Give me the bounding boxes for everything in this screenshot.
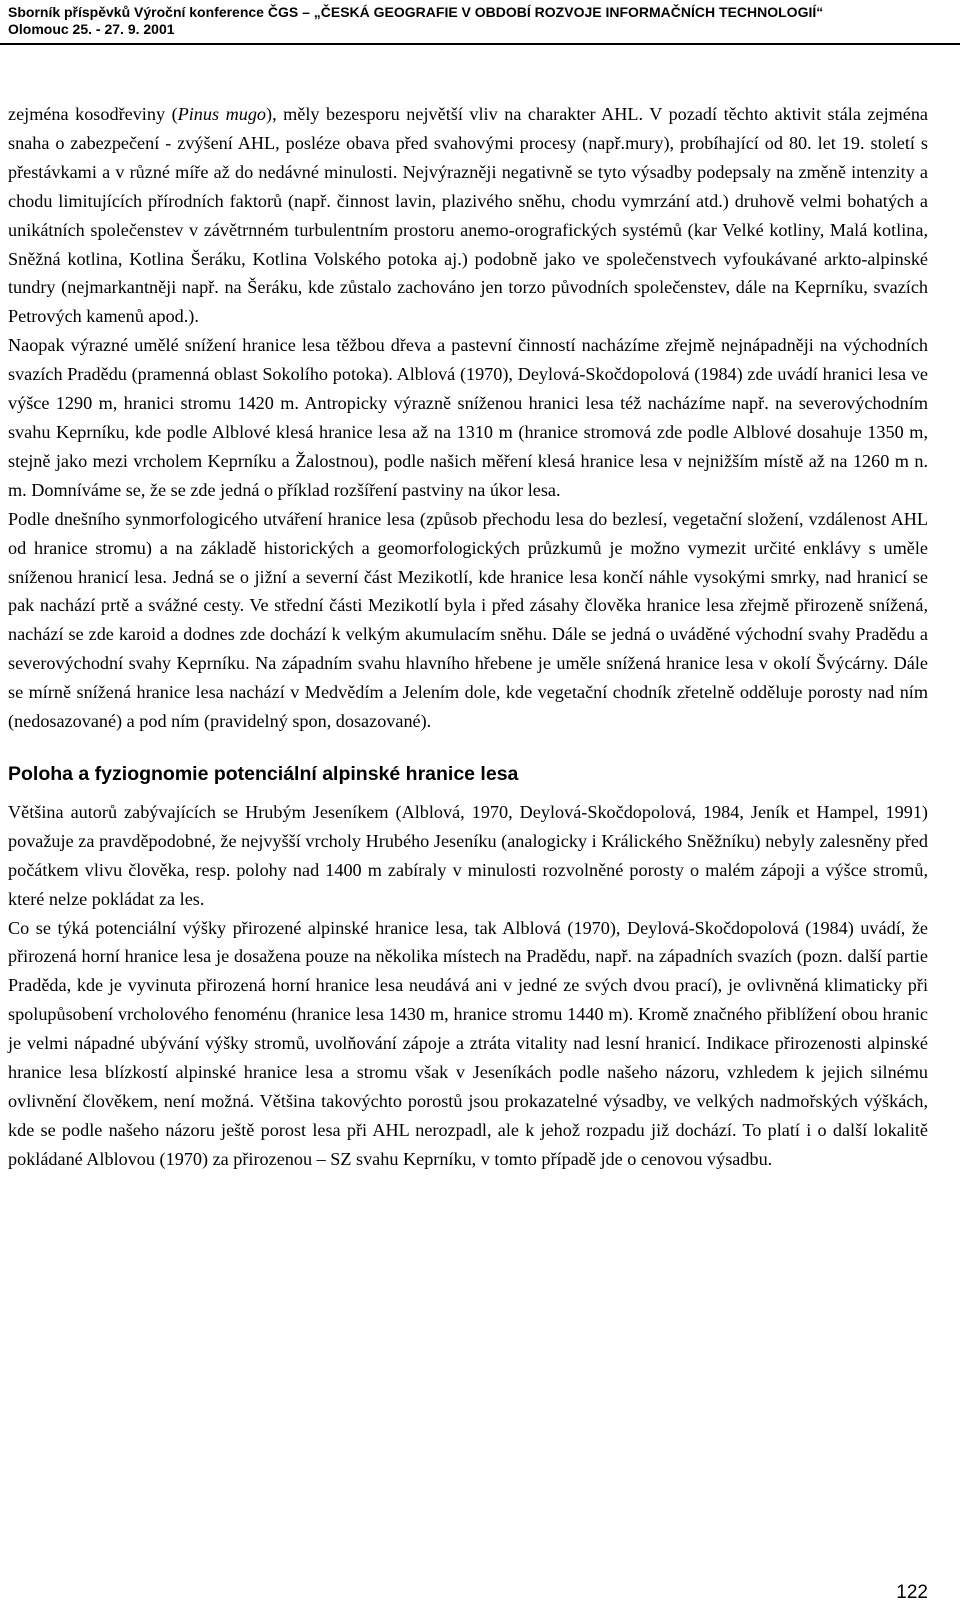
species-name: Pinus mugo xyxy=(177,104,267,124)
page-number: 122 xyxy=(896,1582,928,1603)
paragraph-1-rest: ), měly bezesporu největší vliv na charakter AHL. V pozadí těchto aktivit stála zejména snaha o zabezpečení - zvýšení AHL, posléze obava před svahovými procesy (např.mury), probíhající od 80. let 19. století s přestávkami a v různé míře až do nedávné minulosti. Nejvýrazněji negativně se tyto výsadby podepsaly na změně intenzity a chodu limitujících přírodních faktorů (např. činnost lavin, plazivého sněhu, chodu vymrzání atd.) druhově velmi bohatých a unikátních společenstev v závětrnném turbulentním prostoru anemo-orografických systémů (kar Velké kotliny, Malá kotlina, Sněžná kotlina, Kotlina Šeráku, Kotlina Volského potoka aj.) podobně jako ve společenstvech vyfoukávané arkto-alpinské tundry (nejmarkantněji např. na Šeráku, kde zůstalo zachováno jen torzo původních společenstev, dále na Keprníku, svazích Petrových kamenů apod.). xyxy=(8,104,929,327)
paragraph-4: Většina autorů zabývajících se Hrubým Jeseníkem (Alblová, 1970, Deylová-Skočdopolová, 1984, Jeník et Hampel, 1991) považuje za pravděpodobné, že nejvyšší vrcholy Hrubého Jeseníku (analogicky i Králického Sněžníku) nebyly zalesněny před počátkem vlivu člověka, resp. polohy nad 1400 m zabíraly v minulosti rozvolněné porosty o malém zápoji a výšce stromů, které nelze pokládat za les. xyxy=(8,801,928,909)
paragraph-5: Co se týká potenciální výšky přirozené alpinské hranice lesa, tak Alblová (1970), Deylová-Skočdopolová (1984) uvádí, že přirozená horní hranice lesa je dosažena pouze na několika místech na Pradědu, např. na západních svazích (pozn. další partie Praděda, kde je vyvinuta přirozená horní hranice lesa neudává ani v jedné ze svých dvou prací), je ovlivněná klimaticky při spolupůsobení vrcholového fenoménu (hranice lesa 1430 m, hranice stromu 1440 m). Kromě značného přiblížení obou hranic je velmi nápadné ubývání výšky stromů, uvolňování zápoje a ztráta vitality nad lesní hranicí. Indikace přirozenosti alpinské hranice lesa blízkostí alpinské hranice lesa a stromu však v Jeseníkách podle našeho názoru, vzhledem k jejich silnému ovlivnění člověkem, není možná. Většina takovýchto porostů jsou prokazatelné výsadby, ve velkých nadmořských výškách, kde se podle našeho názoru ještě porost lesa při AHL nerozpadl, ale k jehož rozpadu již dochází. To platí i o další lokalitě pokládané Alblovou (1970) za přirozenou – SZ svahu Keprníku, v tomto případě jde o cenovou výsadbu. xyxy=(8,917,928,1169)
header-rule xyxy=(0,43,960,45)
header-title: Sborník příspěvků Výroční konference ČGS – „ČESKÁ GEOGRAFIE V OBDOBÍ ROZVOJE INFORMAČNÍCH TECHNOLOGIÍ“ xyxy=(8,4,824,20)
paragraph-1-start: zejména kosodřeviny ( xyxy=(8,104,178,124)
running-header xyxy=(8,4,952,38)
paragraph-3: Podle dnešního synmorfologicého utváření hranice lesa (způsob přechodu lesa do bezlesí, vegetační složení, vzdálenost AHL od hranice stromu) a na základě historických a geomorfologických průzkumů je možno vymezit určité enklávy s uměle sníženou hranicí lesa. Jedná se o jižní a severní část Mezikotlí, kde hranice lesa končí náhle vysokými smrky, nad hranicí se pak nachází prtě a svážné cesty. Ve střední části Mezikotlí byla i před zásahy člověka hranice lesa zřejmě přirozeně snížená, nachází se zde karoid a dodnes zde dochází k velkým akumulacím sněhu. Dále se jedná o uváděné východní svahy Pradědu a severovýchodní svahy Keprníku. Na západním svahu hlavního hřebene je uměle snížená hranice lesa v okolí Švýcárny. Dále se mírně snížená hranice lesa nachází v Medvědím a Jelením dole, kde vegetační chodník zřetelně odděluje porosty nad ním (nedosazované) a pod ním (pravidelný spon, dosazované). xyxy=(8,508,928,732)
page-body xyxy=(8,100,928,1174)
section-heading: Poloha a fyziognomie potenciální alpinské hranice lesa xyxy=(8,762,519,785)
paragraph-2: Naopak výrazné umělé snížení hranice lesa těžbou dřeva a pastevní činností nacházíme zřejmě nejnápadněji na východních svazích Pradědu (pramenná oblast Sokolího potoka). Alblová (1970), Deylová-Skočdopolová (1984) zde uvádí hranici lesa ve výšce 1290 m, hranici stromu 1420 m. Antropicky výrazně sníženou hranici lesa též nacházíme např. na severovýchodním svahu Keprníku, kde podle Alblové klesá hranice lesa až na 1310 m (hranice stromová zde podle Alblové dosahuje 1350 m, stejně jako mezi vrcholem Keprníku a Žalostnou), podle našich měření klesá hranice lesa v nejnižším místě až na 1260 m n. m. Domníváme se, že se zde jedná o příklad rozšíření pastviny na úkor lesa. xyxy=(8,335,928,500)
header-location-date: Olomouc 25. - 27. 9. 2001 xyxy=(8,21,175,37)
paragraph-1 xyxy=(8,100,928,331)
